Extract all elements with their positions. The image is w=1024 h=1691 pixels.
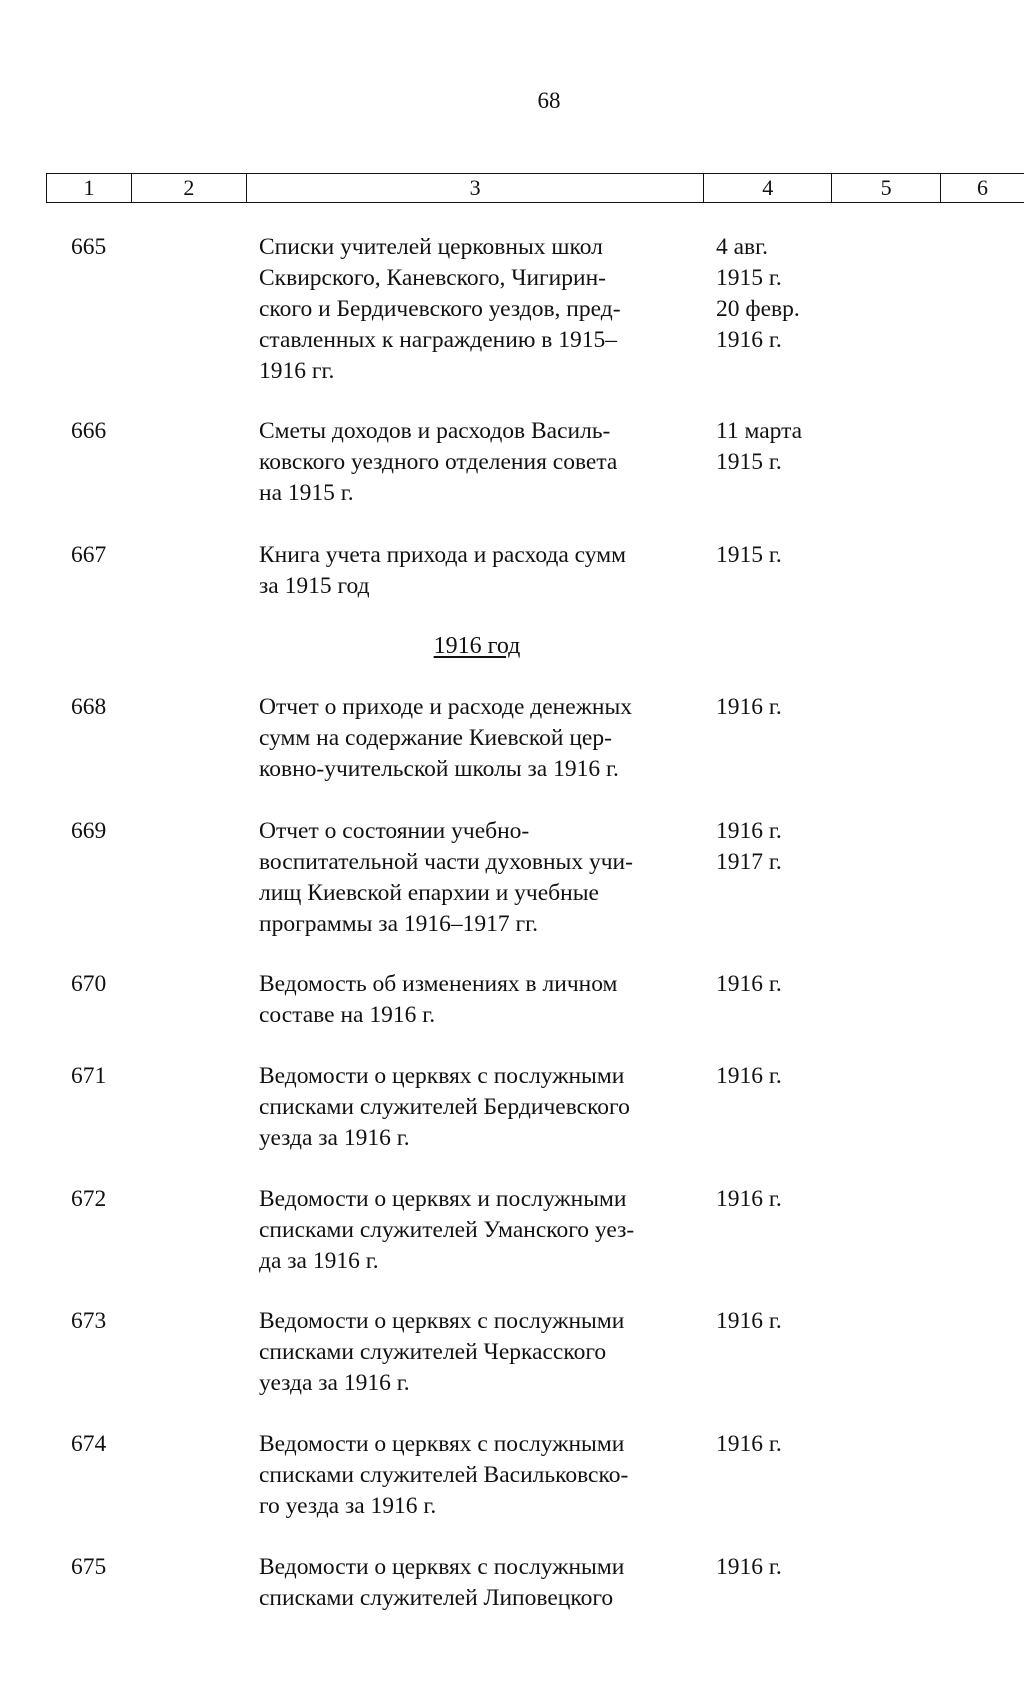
entry-title: Сметы доходов и расходов Василь- ковского уездного отделения совета на 1915 г. <box>259 418 618 506</box>
entry-title: Отчет о приходе и расходе денежных сумм на содержание Киевской цер- ковно-учительской школы за 1916 г. <box>259 694 633 782</box>
entry-number: 669 <box>71 818 107 844</box>
entry-title: Ведомости о церквях с послужными списками служителей Васильковско- го уезда за 1916 г. <box>259 1431 629 1519</box>
entry-number: 667 <box>71 542 107 568</box>
entry-dates: 11 марта 1915 г. <box>716 418 803 475</box>
entry-title: Ведомость об изменениях в личном составе на 1916 г. <box>259 971 618 1028</box>
entry-number: 666 <box>71 418 107 444</box>
entry-title: Ведомости о церквях с послужными списками служителей Бердичевского уезда за 1916 г. <box>259 1063 630 1151</box>
page-number: 68 <box>537 88 561 113</box>
entry-number: 665 <box>71 234 107 260</box>
entry-number: 672 <box>71 1186 107 1212</box>
entry-number: 670 <box>71 971 107 997</box>
column-header-5: 5 <box>832 174 941 202</box>
entry-dates: 1916 г. <box>716 1063 782 1089</box>
entry-number: 674 <box>71 1431 107 1457</box>
entry-dates: 4 авг. 1915 г. 20 февр. 1916 г. <box>716 234 800 353</box>
column-header-6: 6 <box>977 175 989 200</box>
entry-number: 675 <box>71 1554 107 1580</box>
entry-title: Списки учителей церковных школ Сквирского, Каневского, Чигирин- ского и Бердичевского уездов, пред- ставленных к награждению в 1915– 1916 гг. <box>259 234 621 384</box>
column-header-1: 1 <box>47 174 132 202</box>
entry-dates: 1916 г. <box>716 694 782 720</box>
entry-title: Ведомости о церквях и послужными списками служителей Уманского уез- да за 1916 г. <box>259 1186 635 1274</box>
section-heading-1916 <box>0 631 954 661</box>
column-header-4: 4 <box>704 174 832 202</box>
column-header-2: 2 <box>132 174 247 202</box>
entry-dates: 1916 г. <box>716 1308 782 1334</box>
entry-title: Книга учета прихода и расхода сумм за 1915 год <box>259 542 626 599</box>
entry-dates: 1916 г. <box>716 971 782 997</box>
entry-dates: 1916 г. <box>716 1554 782 1580</box>
entry-dates: 1915 г. <box>716 542 782 568</box>
entry-dates: 1916 г. <box>716 1431 782 1457</box>
entry-number: 673 <box>71 1308 107 1334</box>
entry-title: Отчет о состоянии учебно- воспитательной части духовных учи- лищ Киевской епархии и учебные программы за 1916–1917 гг. <box>259 818 633 937</box>
entry-number: 671 <box>71 1063 107 1089</box>
column-header-3: 3 <box>247 174 705 202</box>
entry-dates: 1916 г. <box>716 1186 782 1212</box>
entry-number: 668 <box>71 694 107 720</box>
entry-dates: 1916 г. 1917 г. <box>716 818 782 875</box>
entry-title: Ведомости о церквях с послужными списками служителей Липовецкого <box>259 1554 625 1611</box>
section-heading-text: 1916 год <box>433 633 521 659</box>
column-header-row <box>46 173 1024 203</box>
entry-title: Ведомости о церквях с послужными списками служителей Черкасского уезда за 1916 г. <box>259 1308 625 1396</box>
